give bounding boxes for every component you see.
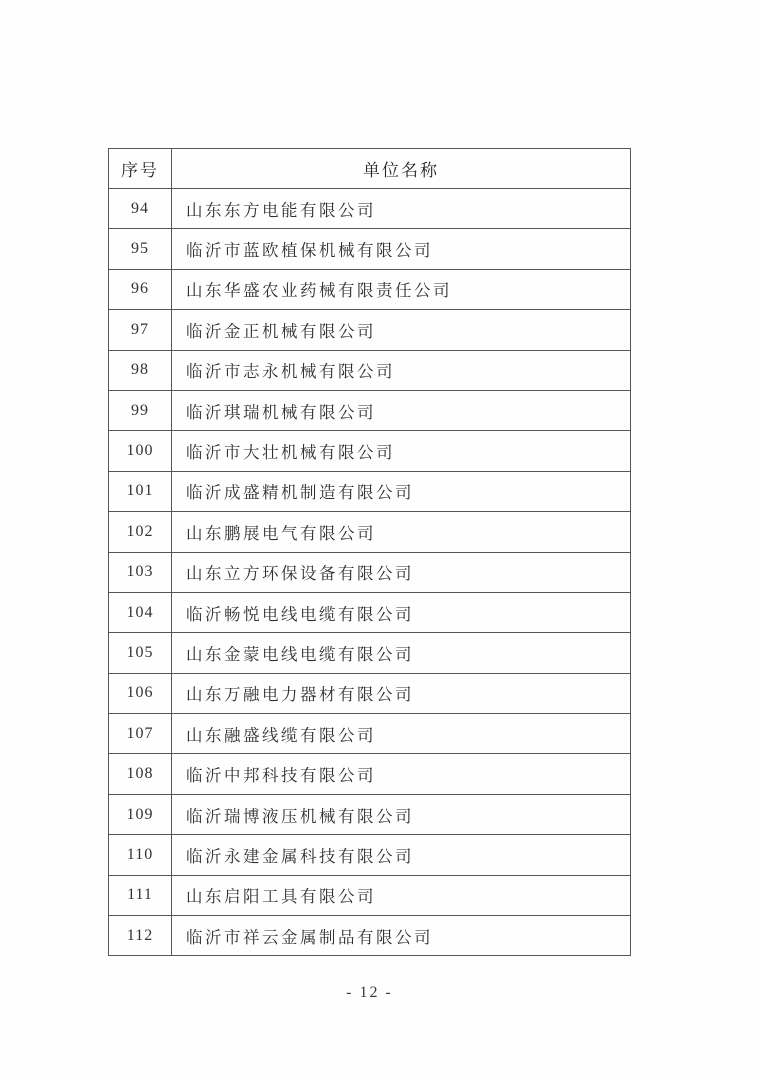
- row-serial-number: 110: [109, 835, 172, 875]
- row-company-name: 山东金蒙电线电缆有限公司: [172, 633, 631, 673]
- row-company-name: 临沂永建金属科技有限公司: [172, 835, 631, 875]
- table-row: [109, 835, 631, 875]
- table-row: [109, 390, 631, 430]
- row-company-name: 临沂市志永机械有限公司: [172, 350, 631, 390]
- row-serial-number: 108: [109, 754, 172, 794]
- table-row: [109, 229, 631, 269]
- table-row: [109, 431, 631, 471]
- row-serial-number: 103: [109, 552, 172, 592]
- header-unit-name: 单位名称: [172, 149, 631, 189]
- row-serial-number: 104: [109, 592, 172, 632]
- table-row: [109, 633, 631, 673]
- table-row: [109, 269, 631, 309]
- table-row: [109, 714, 631, 754]
- table-row: [109, 310, 631, 350]
- page-number: - 12 -: [346, 984, 393, 1001]
- row-company-name: 山东鹏展电气有限公司: [172, 512, 631, 552]
- table-row: [109, 552, 631, 592]
- row-serial-number: 107: [109, 714, 172, 754]
- table-header-row: [109, 149, 631, 189]
- row-company-name: 临沂市蓝欧植保机械有限公司: [172, 229, 631, 269]
- table-row: [109, 754, 631, 794]
- row-serial-number: 94: [109, 189, 172, 229]
- row-company-name: 山东万融电力器材有限公司: [172, 673, 631, 713]
- row-company-name: 山东立方环保设备有限公司: [172, 552, 631, 592]
- table-row: [109, 592, 631, 632]
- row-serial-number: 102: [109, 512, 172, 552]
- row-serial-number: 109: [109, 794, 172, 834]
- header-serial-number: 序号: [109, 149, 172, 189]
- row-company-name: 临沂市祥云金属制品有限公司: [172, 916, 631, 956]
- table-row: [109, 875, 631, 915]
- row-serial-number: 98: [109, 350, 172, 390]
- row-company-name: 临沂瑞博液压机械有限公司: [172, 794, 631, 834]
- row-company-name: 山东启阳工具有限公司: [172, 875, 631, 915]
- row-serial-number: 99: [109, 390, 172, 430]
- table-row: [109, 512, 631, 552]
- row-company-name: 山东华盛农业药械有限责任公司: [172, 269, 631, 309]
- row-company-name: 山东东方电能有限公司: [172, 189, 631, 229]
- row-company-name: 临沂金正机械有限公司: [172, 310, 631, 350]
- row-company-name: 临沂成盛精机制造有限公司: [172, 471, 631, 511]
- table-row: [109, 189, 631, 229]
- table-row: [109, 350, 631, 390]
- table-body: [109, 189, 631, 956]
- table-row: [109, 471, 631, 511]
- row-serial-number: 105: [109, 633, 172, 673]
- row-serial-number: 101: [109, 471, 172, 511]
- row-serial-number: 112: [109, 916, 172, 956]
- row-company-name: 临沂畅悦电线电缆有限公司: [172, 592, 631, 632]
- table-row: [109, 794, 631, 834]
- row-serial-number: 97: [109, 310, 172, 350]
- table-row: [109, 916, 631, 956]
- table-row: [109, 673, 631, 713]
- row-serial-number: 111: [109, 875, 172, 915]
- row-serial-number: 100: [109, 431, 172, 471]
- row-company-name: 临沂市大壮机械有限公司: [172, 431, 631, 471]
- row-company-name: 临沂琪瑞机械有限公司: [172, 390, 631, 430]
- row-company-name: 山东融盛线缆有限公司: [172, 714, 631, 754]
- company-list-table: [108, 148, 631, 956]
- row-serial-number: 106: [109, 673, 172, 713]
- row-company-name: 临沂中邦科技有限公司: [172, 754, 631, 794]
- row-serial-number: 96: [109, 269, 172, 309]
- row-serial-number: 95: [109, 229, 172, 269]
